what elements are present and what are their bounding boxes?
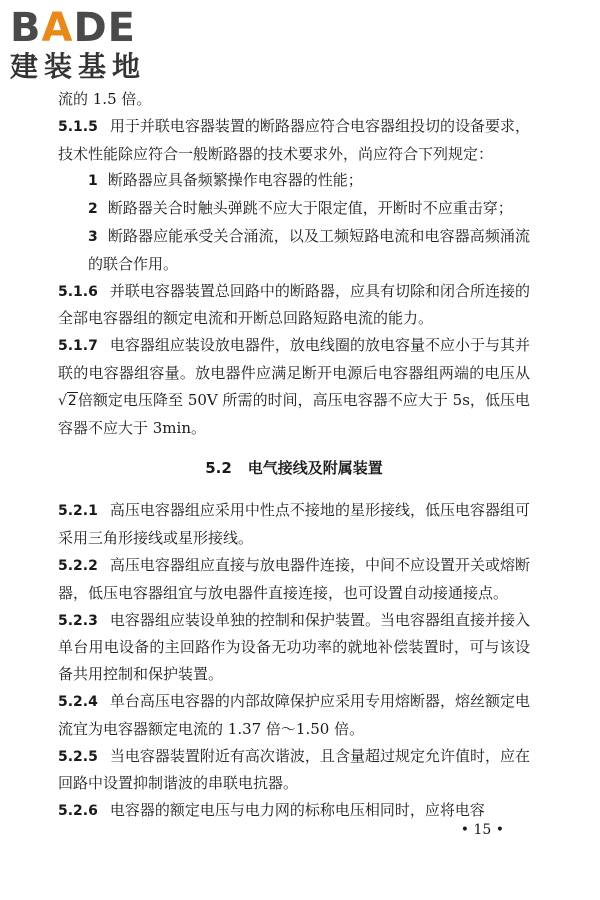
sqrt-argument: 2 (67, 392, 77, 409)
item-text: 断路器应能承受关合涌流，以及工频短路电流和电容器高频涌流的联合作用。 (88, 226, 530, 273)
logo-subtitle: 建装基地 (10, 50, 147, 83)
clause-5-2-6 (58, 797, 530, 825)
clause-5-2-4 (58, 688, 530, 743)
clause-text: 高压电容器组应采用中性点不接地的星形接线，低压电容器组可采用三角形接线或星形接线。 (58, 501, 530, 548)
clause-text-part-b: 倍额定电压降至 50V 所需的时间，高压电容器不应大于 5s，低压电容器不应大于 3min。 (58, 390, 530, 437)
page-body (58, 86, 530, 825)
clause-5-1-5 (58, 113, 530, 168)
clause-text-part-a: 电容器组应装设放电器件，放电线圈的放电容量不应小于与其并联的电容器组容量。放电器件应满足断开电源后电容器组两端的电压从 (58, 336, 530, 382)
clause-number: 5.2.6 (58, 803, 98, 820)
logo-letters-de: DE (73, 5, 136, 51)
clause-text: 用于并联电容器装置的断路器应符合电容器组投切的设备要求，技术性能除应符合一般断路器的技术要求外，尚应符合下列规定： (58, 116, 530, 163)
clause-number: 5.1.7 (58, 338, 98, 355)
clause-5-1-5-item-3 (58, 223, 530, 278)
section-heading (58, 455, 530, 481)
clause-number: 5.2.5 (58, 748, 98, 765)
clause-5-1-6 (58, 278, 530, 333)
logo-letter-b: B (10, 5, 42, 51)
clause-5-1-5-item-2 (58, 195, 530, 223)
carry-over-line: 流的 1.5 倍。 (58, 90, 152, 108)
clause-text: 高压电容器组应直接与放电器件连接，中间不应设置开关或熔断器，低压电容器组宜与放电器件直接连接，也可设置自动接通接点。 (58, 555, 530, 602)
clause-number: 5.2.3 (58, 612, 98, 629)
clause-5-1-7 (58, 332, 530, 441)
sqrt-symbol (58, 392, 78, 409)
item-text: 断路器关合时触头弹跳不应大于限定值，开断时不应重击穿； (107, 199, 513, 218)
item-number: 2 (88, 201, 98, 218)
clause-5-2-2 (58, 552, 530, 607)
clause-number: 5.1.6 (58, 283, 98, 300)
clause-5-2-1 (58, 497, 530, 552)
clause-text: 当电容器装置附近有高次谐波，且含量超过规定允许值时，应在回路中设置抑制谐波的串联电抗器。 (58, 746, 530, 793)
item-text: 断路器应具备频繁操作电容器的性能； (107, 171, 363, 190)
clause-text: 电容器组应装设单独的控制和保护装置。当电容器组直接并接入单台用电设备的主回路作为设备无功功率的就地补偿装置时，可与该设备共用控制和保护装置。 (58, 610, 530, 684)
clause-number: 5.2.1 (58, 503, 98, 520)
bade-logo (8, 6, 178, 90)
clause-number: 5.1.5 (58, 118, 98, 135)
sqrt-sign: √ (58, 392, 67, 409)
section-title: 电气接线及附属装置 (247, 459, 383, 478)
logo-letter-a: A (41, 5, 74, 51)
page-number: • 15 • (460, 822, 504, 838)
clause-text: 并联电容器装置总回路中的断路器，应具有切除和闭合所连接的全部电容器组的额定电流和开断总回路短路电流的能力。 (58, 281, 530, 328)
clause-5-1-5-item-1 (58, 167, 530, 195)
clause-5-2-3 (58, 607, 530, 688)
section-number: 5.2 (205, 459, 232, 478)
logo-wordmark (10, 6, 136, 50)
clause-5-2-5 (58, 743, 530, 798)
clause-number: 5.2.4 (58, 693, 98, 710)
item-number: 3 (88, 228, 98, 245)
clause-text: 电容器的额定电压与电力网的标称电压相同时，应将电容 (109, 801, 485, 820)
item-number: 1 (88, 173, 98, 190)
clause-number: 5.2.2 (58, 557, 98, 574)
clause-text: 单台高压电容器的内部故障保护应采用专用熔断器，熔丝额定电流宜为电容器额定电流的 1.37 倍～1.50 倍。 (58, 691, 530, 738)
